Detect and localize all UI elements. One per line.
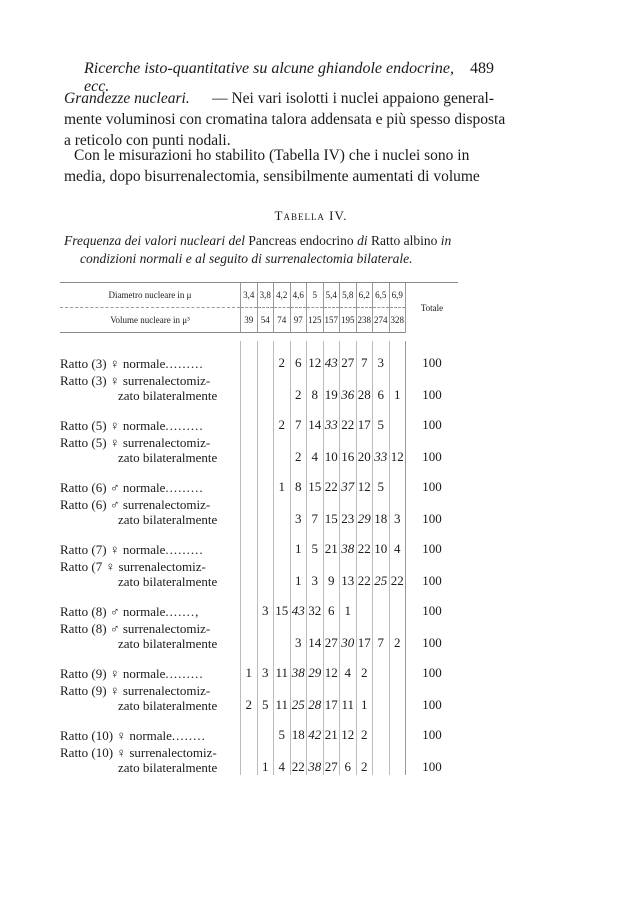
paragraph-heading: Grandezze nucleari. (64, 90, 190, 107)
row-value (389, 681, 406, 713)
row-value: 4 (389, 527, 406, 557)
diameter-value: 3,4 (241, 283, 258, 308)
row-value: 22 (356, 557, 373, 589)
total-header: Totale (406, 283, 459, 333)
row-value: 42 (307, 713, 324, 743)
row-total: 100 (406, 433, 459, 465)
row-label-line: Ratto (8) ♂ normale......., (60, 604, 200, 619)
volume-value: 195 (340, 308, 357, 333)
row-label-line: Ratto (3) ♀ normale......... (60, 356, 204, 371)
row-value (274, 495, 291, 527)
row-value: 38 (340, 527, 357, 557)
row-value: 11 (340, 681, 357, 713)
row-value: 12 (356, 465, 373, 495)
volume-value: 97 (290, 308, 307, 333)
row-value (257, 465, 274, 495)
row-total: 100 (406, 681, 459, 713)
table-row (60, 713, 458, 743)
row-value (257, 341, 274, 371)
volume-label: Volume nucleare in μ³ (60, 308, 241, 333)
row-value: 15 (274, 589, 291, 619)
row-value: 12 (307, 341, 324, 371)
row-value (274, 433, 291, 465)
row-value: 10 (373, 527, 390, 557)
row-label (60, 743, 241, 775)
row-label-line: Ratto (8) ♂ surrenalectomiz- (60, 621, 211, 636)
nuclear-frequency-table (60, 282, 458, 775)
row-value: 25 (290, 681, 307, 713)
row-value: 5 (373, 465, 390, 495)
row-total: 100 (406, 713, 459, 743)
row-leader: ......... (165, 480, 204, 495)
paragraph-text: media, dopo bisurrenalectomia, sensibilmente aumentati di volume (64, 168, 480, 185)
row-value: 43 (323, 341, 340, 371)
row-value: 17 (323, 681, 340, 713)
volume-value: 238 (356, 308, 373, 333)
row-value: 17 (356, 403, 373, 433)
row-value: 28 (307, 681, 324, 713)
row-value: 8 (290, 465, 307, 495)
row-value: 2 (356, 743, 373, 775)
page-number: 489 (470, 60, 494, 77)
row-value: 21 (323, 527, 340, 557)
row-value: 1 (389, 371, 406, 403)
table-caption (64, 232, 494, 268)
row-value: 23 (340, 495, 357, 527)
row-label (60, 465, 241, 495)
table-row (60, 651, 458, 681)
row-value (373, 681, 390, 713)
row-label (60, 527, 241, 557)
row-label-line: Ratto (10) ♀ normale........ (60, 728, 206, 743)
row-value: 12 (389, 433, 406, 465)
row-label (60, 403, 241, 433)
row-value (241, 433, 258, 465)
row-label (60, 341, 241, 371)
row-value: 2 (356, 651, 373, 681)
caption-text: del (228, 233, 245, 248)
row-value: 12 (340, 713, 357, 743)
diameter-value: 6,5 (373, 283, 390, 308)
row-value (274, 527, 291, 557)
row-value (274, 619, 291, 651)
row-value: 3 (257, 651, 274, 681)
row-value: 38 (290, 651, 307, 681)
caption-text: condizioni normali e al seguito di surrenalectomia bilaterale. (80, 251, 413, 266)
table-row (60, 465, 458, 495)
table-row (60, 341, 458, 371)
row-value: 19 (323, 371, 340, 403)
row-value: 10 (323, 433, 340, 465)
paragraph-text: mente voluminosi con cromatina talora addensata e più spesso disposta (64, 111, 506, 128)
row-value (241, 619, 258, 651)
diameter-value: 3,8 (257, 283, 274, 308)
row-value: 6 (290, 341, 307, 371)
row-value (389, 465, 406, 495)
row-label (60, 557, 241, 589)
row-label (60, 681, 241, 713)
diameter-value: 6,9 (389, 283, 406, 308)
row-value: 2 (274, 341, 291, 371)
row-value: 6 (323, 589, 340, 619)
row-label-line: Ratto (3) ♀ surrenalectomiz- (60, 373, 211, 388)
row-leader: ......... (165, 418, 204, 433)
row-value (274, 557, 291, 589)
row-value: 2 (389, 619, 406, 651)
row-value (257, 527, 274, 557)
volume-value: 39 (241, 308, 258, 333)
row-value: 3 (290, 495, 307, 527)
row-value (241, 743, 258, 775)
row-value (241, 713, 258, 743)
row-leader: ......., (165, 604, 200, 619)
row-value: 22 (389, 557, 406, 589)
volume-value: 125 (307, 308, 324, 333)
row-value: 5 (274, 713, 291, 743)
row-total: 100 (406, 557, 459, 589)
row-value (241, 465, 258, 495)
row-value: 20 (356, 433, 373, 465)
row-label-line: Ratto (6) ♂ surrenalectomiz- (60, 497, 211, 512)
row-total: 100 (406, 743, 459, 775)
row-value: 2 (241, 681, 258, 713)
diameter-value: 5 (307, 283, 324, 308)
table-row (60, 433, 458, 465)
row-value: 22 (323, 465, 340, 495)
row-value (373, 743, 390, 775)
row-label (60, 651, 241, 681)
row-value (257, 619, 274, 651)
row-leader: ......... (165, 542, 204, 557)
row-value: 29 (356, 495, 373, 527)
row-total: 100 (406, 403, 459, 433)
row-value: 7 (373, 619, 390, 651)
row-value (389, 651, 406, 681)
row-value: 14 (307, 403, 324, 433)
row-label-line: zato bilateralmente (118, 574, 218, 589)
row-value: 18 (290, 713, 307, 743)
diameter-value: 5,8 (340, 283, 357, 308)
volume-value: 157 (323, 308, 340, 333)
diameter-value: 4,6 (290, 283, 307, 308)
row-value: 5 (307, 527, 324, 557)
row-value (241, 341, 258, 371)
row-value: 38 (307, 743, 324, 775)
row-value: 7 (290, 403, 307, 433)
row-total: 100 (406, 651, 459, 681)
row-value: 30 (340, 619, 357, 651)
row-value: 17 (356, 619, 373, 651)
row-value (373, 713, 390, 743)
row-value (389, 341, 406, 371)
row-value: 8 (307, 371, 324, 403)
row-value: 13 (340, 557, 357, 589)
row-leader: ......... (165, 356, 204, 371)
row-value: 3 (307, 557, 324, 589)
row-label-line: zato bilateralmente (118, 388, 218, 403)
row-value: 3 (389, 495, 406, 527)
row-value (373, 651, 390, 681)
row-label (60, 619, 241, 651)
row-value: 5 (257, 681, 274, 713)
diameter-label: Diametro nucleare in μ (60, 283, 241, 308)
row-value: 29 (307, 651, 324, 681)
row-label-line: zato bilateralmente (118, 698, 218, 713)
row-value (389, 589, 406, 619)
row-value (257, 495, 274, 527)
row-value: 22 (340, 403, 357, 433)
diameter-value: 5,4 (323, 283, 340, 308)
row-value: 1 (340, 589, 357, 619)
row-value: 43 (290, 589, 307, 619)
row-value (241, 557, 258, 589)
row-total: 100 (406, 619, 459, 651)
row-value: 28 (356, 371, 373, 403)
row-value: 11 (274, 651, 291, 681)
caption-text: Ratto albino (370, 233, 438, 248)
row-value: 6 (373, 371, 390, 403)
table-row (60, 743, 458, 775)
row-label-line: Ratto (5) ♀ normale......... (60, 418, 204, 433)
row-value: 2 (274, 403, 291, 433)
row-label-line: Ratto (10) ♀ surrenalectomiz- (60, 745, 217, 760)
row-leader: ........ (171, 728, 206, 743)
row-value: 1 (274, 465, 291, 495)
row-leader: ......... (165, 666, 204, 681)
row-value: 4 (307, 433, 324, 465)
caption-text: Frequenza dei valori nucleari (64, 233, 226, 248)
table-row (60, 371, 458, 403)
row-label-line: zato bilateralmente (118, 512, 218, 527)
row-label-line: Ratto (9) ♀ normale......... (60, 666, 204, 681)
row-value: 4 (274, 743, 291, 775)
row-value: 2 (290, 371, 307, 403)
row-label (60, 495, 241, 527)
row-total: 100 (406, 371, 459, 403)
row-value (241, 371, 258, 403)
row-value: 11 (274, 681, 291, 713)
row-total: 100 (406, 495, 459, 527)
paragraph-nuclear-sizes (64, 88, 506, 151)
caption-text: Pancreas endocrino (248, 233, 354, 248)
row-value (257, 403, 274, 433)
row-value: 15 (323, 495, 340, 527)
row-value: 22 (356, 527, 373, 557)
row-value (241, 403, 258, 433)
table-row (60, 589, 458, 619)
row-value: 15 (307, 465, 324, 495)
row-value: 1 (257, 743, 274, 775)
row-value (241, 495, 258, 527)
paragraph-text: Con le misurazioni ho stabilito (Tabella IV) che i nuclei sono in (74, 147, 470, 164)
row-value: 9 (323, 557, 340, 589)
row-label (60, 713, 241, 743)
row-value: 33 (323, 403, 340, 433)
volume-value: 54 (257, 308, 274, 333)
paragraph-measurements (64, 145, 494, 187)
volume-value: 328 (389, 308, 406, 333)
row-value: 6 (340, 743, 357, 775)
row-value: 16 (340, 433, 357, 465)
row-value (257, 371, 274, 403)
row-value: 4 (340, 651, 357, 681)
caption-text: in (440, 233, 452, 248)
diameter-value: 6,2 (356, 283, 373, 308)
table-row (60, 681, 458, 713)
paragraph-text: a reticolo con punti nodali. (64, 132, 231, 149)
row-label-line: Ratto (7 ♀ surrenalectomiz- (60, 559, 206, 574)
row-label-line: zato bilateralmente (118, 760, 218, 775)
running-title: Ricerche isto-quantitative su alcune ghiandole endocrine, ecc. (84, 60, 454, 95)
row-value (241, 589, 258, 619)
row-value: 27 (323, 743, 340, 775)
row-value: 18 (373, 495, 390, 527)
row-total: 100 (406, 341, 459, 371)
row-label-line: zato bilateralmente (118, 450, 218, 465)
row-value (241, 527, 258, 557)
row-value: 12 (323, 651, 340, 681)
row-value: 33 (373, 433, 390, 465)
row-label-line: Ratto (6) ♂ normale......... (60, 480, 204, 495)
row-label (60, 371, 241, 403)
table-row (60, 403, 458, 433)
row-value (274, 371, 291, 403)
row-value: 3 (373, 341, 390, 371)
row-value (389, 713, 406, 743)
row-value: 5 (373, 403, 390, 433)
row-total: 100 (406, 465, 459, 495)
table-row (60, 495, 458, 527)
row-value (389, 403, 406, 433)
spacer-row (60, 333, 458, 342)
volume-value: 274 (373, 308, 390, 333)
row-label-line: zato bilateralmente (118, 636, 218, 651)
row-total: 100 (406, 589, 459, 619)
row-value: 25 (373, 557, 390, 589)
table-row (60, 557, 458, 589)
row-value (257, 433, 274, 465)
row-value: 22 (290, 743, 307, 775)
caption-text: di (357, 233, 368, 248)
row-value: 32 (307, 589, 324, 619)
row-value: 7 (307, 495, 324, 527)
table-title: Tabella IV. (274, 208, 348, 223)
row-label (60, 589, 241, 619)
row-value (373, 589, 390, 619)
table-row (60, 527, 458, 557)
table-row (60, 619, 458, 651)
row-label-line: Ratto (5) ♀ surrenalectomiz- (60, 435, 211, 450)
row-value (389, 743, 406, 775)
row-value: 27 (323, 619, 340, 651)
row-value: 7 (356, 341, 373, 371)
row-value: 1 (290, 527, 307, 557)
row-label-line: Ratto (7) ♀ normale......... (60, 542, 204, 557)
diameter-header-row (60, 283, 458, 308)
diameter-value: 4,2 (274, 283, 291, 308)
volume-value: 74 (274, 308, 291, 333)
row-value: 14 (307, 619, 324, 651)
row-value: 21 (323, 713, 340, 743)
row-value: 1 (356, 681, 373, 713)
row-value: 3 (290, 619, 307, 651)
row-value (257, 713, 274, 743)
volume-header-row (60, 308, 458, 333)
row-value: 2 (356, 713, 373, 743)
paragraph-text: — Nei vari isolotti i nuclei appaiono general- (212, 90, 494, 107)
row-total: 100 (406, 527, 459, 557)
row-value: 36 (340, 371, 357, 403)
row-value (257, 557, 274, 589)
row-value: 3 (257, 589, 274, 619)
row-value: 27 (340, 341, 357, 371)
row-label-line: Ratto (9) ♀ surrenalectomiz- (60, 683, 211, 698)
row-value: 2 (290, 433, 307, 465)
row-value (356, 589, 373, 619)
row-value: 37 (340, 465, 357, 495)
row-label (60, 433, 241, 465)
row-value: 1 (241, 651, 258, 681)
row-value: 1 (290, 557, 307, 589)
